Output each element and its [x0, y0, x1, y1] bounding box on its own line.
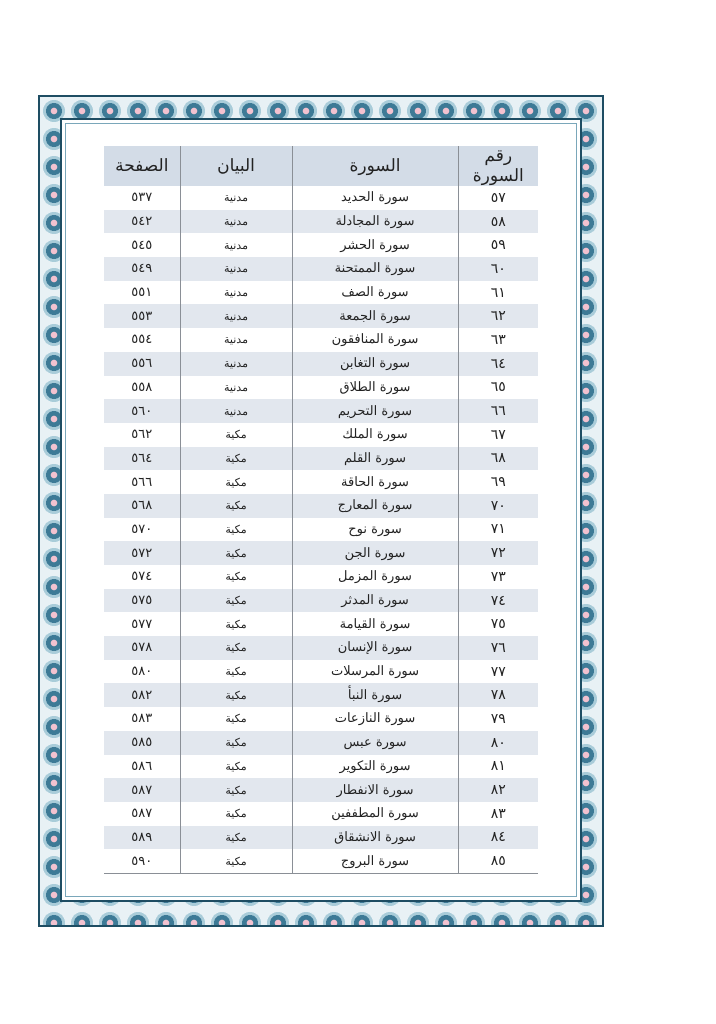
page-number-cell: ٥٦٦	[131, 474, 153, 490]
revelation-type-cell: مكية	[180, 826, 292, 850]
surah-number-cell: ٦٤	[458, 352, 538, 376]
surah-name-cell: سورة المنافقون	[292, 328, 458, 352]
surah-number-cell: ٥٩	[458, 233, 538, 257]
surah-number-cell: ٦٧	[458, 423, 538, 447]
surah-name-cell: سورة الحاقة	[292, 470, 458, 494]
surah-index-table-wrapper	[104, 146, 538, 874]
surah-number-cell: ٧٥	[458, 612, 538, 636]
surah-number-cell: ٧٤	[458, 589, 538, 613]
revelation-type-cell: مكية	[180, 683, 292, 707]
header-surah-number: رقم السورة	[458, 146, 538, 186]
table-row	[104, 376, 538, 400]
page-number-cell: ٥٨٣	[131, 711, 153, 727]
surah-name-cell: سورة النازعات	[292, 707, 458, 731]
surah-number-cell: ٥٨	[458, 210, 538, 234]
page-number-cell: ٥٨٧	[104, 778, 180, 802]
revelation-type-cell: مدنية	[180, 186, 292, 210]
revelation-type-cell: مكية	[180, 849, 292, 873]
page-number-cell: ٥٥١	[131, 285, 153, 301]
table-row	[104, 589, 538, 613]
revelation-type-cell: مكية	[180, 731, 292, 755]
revelation-type-cell: مكية	[180, 660, 292, 684]
surah-name-cell: سورة النبأ	[292, 683, 458, 707]
table-row	[104, 399, 538, 423]
surah-name-cell: سورة المطففين	[292, 802, 458, 826]
surah-name-cell: سورة الجن	[292, 541, 458, 565]
table-row	[104, 257, 538, 281]
header-page-number: الصفحة	[104, 146, 180, 186]
surah-number-cell: ٧٧	[458, 660, 538, 684]
surah-name-cell: سورة التغابن	[292, 352, 458, 376]
header-revelation-type: البيان	[180, 146, 292, 186]
table-row	[104, 352, 538, 376]
page-number-cell: ٥٨٥	[104, 731, 180, 755]
surah-number-cell: ٧٠	[458, 494, 538, 518]
surah-name-cell: سورة الانشقاق	[292, 826, 458, 850]
table-row	[104, 802, 538, 826]
revelation-type-cell: مكية	[180, 565, 292, 589]
table-row	[104, 731, 538, 755]
surah-index-table	[104, 146, 538, 874]
surah-name-cell: سورة الجمعة	[292, 304, 458, 328]
surah-name-cell: سورة المرسلات	[292, 660, 458, 684]
table-row	[104, 849, 538, 873]
revelation-type-cell: مدنية	[180, 399, 292, 423]
table-row	[104, 826, 538, 850]
revelation-type-cell: مكية	[180, 589, 292, 613]
page-number-cell: ٥٩٠	[104, 849, 180, 873]
surah-name-cell: سورة التحريم	[292, 399, 458, 423]
surah-number-cell: ٦٠	[458, 257, 538, 281]
table-row	[104, 636, 538, 660]
surah-number-cell: ٧٩	[458, 707, 538, 731]
page-number-cell: ٥٧٨	[104, 636, 180, 660]
page-number-cell: ٥٥٨	[131, 379, 153, 395]
surah-number-cell: ٦٢	[458, 304, 538, 328]
revelation-type-cell: مدنية	[180, 257, 292, 281]
revelation-type-cell: مدنية	[180, 281, 292, 305]
page-number-cell: ٥٥٦	[104, 352, 180, 376]
revelation-type-cell: مكية	[180, 470, 292, 494]
surah-number-cell: ٦٥	[458, 376, 538, 400]
surah-number-cell: ٧٢	[458, 541, 538, 565]
surah-name-cell: سورة البروج	[292, 849, 458, 873]
revelation-type-cell: مدنية	[180, 328, 292, 352]
revelation-type-cell: مدنية	[180, 352, 292, 376]
surah-name-cell: سورة الحديد	[292, 186, 458, 210]
surah-name-cell: سورة المزمل	[292, 565, 458, 589]
surah-name-cell: سورة المعارج	[292, 494, 458, 518]
table-row	[104, 423, 538, 447]
page-number-cell: ٥٨٩	[104, 826, 180, 850]
revelation-type-cell: مدنية	[180, 210, 292, 234]
surah-number-cell: ٦٩	[458, 470, 538, 494]
page-number-cell: ٥٤٢	[104, 210, 180, 234]
surah-number-cell: ٦٨	[458, 447, 538, 471]
table-row	[104, 494, 538, 518]
revelation-type-cell: مدنية	[180, 233, 292, 257]
surah-number-cell: ٧٦	[458, 636, 538, 660]
table-header-row	[104, 146, 538, 186]
table-row	[104, 612, 538, 636]
page-number-cell: ٥٥٣	[104, 304, 180, 328]
revelation-type-cell: مدنية	[180, 376, 292, 400]
revelation-type-cell: مكية	[180, 778, 292, 802]
surah-name-cell: سورة التكوير	[292, 755, 458, 779]
page-number-cell: ٥٧٧	[131, 616, 153, 632]
surah-name-cell: سورة الملك	[292, 423, 458, 447]
surah-name-cell: سورة القيامة	[292, 612, 458, 636]
revelation-type-cell: مكية	[180, 802, 292, 826]
surah-number-cell: ٦٣	[458, 328, 538, 352]
page-number-cell: ٥٧٥	[104, 589, 180, 613]
page-number-cell: ٥٧٤	[131, 569, 153, 585]
table-row	[104, 470, 538, 494]
surah-number-cell: ٨٥	[458, 849, 538, 873]
table-row	[104, 328, 538, 352]
page-number-cell: ٥٦٤	[104, 447, 180, 471]
surah-number-cell: ٧٨	[458, 683, 538, 707]
surah-number-cell: ٨١	[458, 755, 538, 779]
surah-name-cell: سورة المدثر	[292, 589, 458, 613]
surah-name-cell: سورة الممتحنة	[292, 257, 458, 281]
surah-number-cell: ٧١	[458, 518, 538, 542]
revelation-type-cell: مكية	[180, 612, 292, 636]
surah-number-cell: ٦١	[458, 281, 538, 305]
surah-name-cell: سورة الانفطار	[292, 778, 458, 802]
surah-name-cell: سورة عبس	[292, 731, 458, 755]
surah-number-cell: ٨٣	[458, 802, 538, 826]
table-row	[104, 447, 538, 471]
header-surah-name: السورة	[292, 146, 458, 186]
surah-name-cell: سورة الحشر	[292, 233, 458, 257]
page-number-cell: ٥٥٤	[131, 332, 153, 348]
page-number-cell: ٥٨٢	[104, 683, 180, 707]
table-row	[104, 233, 538, 257]
page-number-cell: ٥٨٠	[131, 664, 153, 680]
table-row	[104, 186, 538, 210]
surah-number-cell: ٥٧	[458, 186, 538, 210]
surah-name-cell: سورة نوح	[292, 518, 458, 542]
table-row	[104, 210, 538, 234]
revelation-type-cell: مكية	[180, 447, 292, 471]
page-number-cell: ٥٤٩	[104, 257, 180, 281]
table-row	[104, 660, 538, 684]
page-number-cell: ٥٧٢	[104, 541, 180, 565]
page-number-cell: ٥٦٨	[104, 494, 180, 518]
revelation-type-cell: مكية	[180, 707, 292, 731]
surah-number-cell: ٦٦	[458, 399, 538, 423]
page-number-cell: ٥٦٠	[104, 399, 180, 423]
revelation-type-cell: مكية	[180, 541, 292, 565]
table-row	[104, 755, 538, 779]
page-number-cell: ٥٤٥	[131, 237, 153, 253]
table-row	[104, 707, 538, 731]
surah-number-cell: ٧٣	[458, 565, 538, 589]
surah-number-cell: ٨٢	[458, 778, 538, 802]
surah-name-cell: سورة الطلاق	[292, 376, 458, 400]
surah-number-cell: ٨٠	[458, 731, 538, 755]
surah-name-cell: سورة الصف	[292, 281, 458, 305]
table-row	[104, 541, 538, 565]
surah-name-cell: سورة المجادلة	[292, 210, 458, 234]
table-row	[104, 518, 538, 542]
table-row	[104, 281, 538, 305]
surah-name-cell: سورة القلم	[292, 447, 458, 471]
table-body	[104, 186, 538, 873]
table-row	[104, 565, 538, 589]
page-number-cell: ٥٣٧	[131, 190, 153, 206]
table-row	[104, 304, 538, 328]
surah-name-cell: سورة الإنسان	[292, 636, 458, 660]
revelation-type-cell: مكية	[180, 755, 292, 779]
page-number-cell: ٥٨٦	[131, 758, 153, 774]
revelation-type-cell: مكية	[180, 518, 292, 542]
table-row	[104, 683, 538, 707]
table-row	[104, 778, 538, 802]
page-number-cell: ٥٨٧	[131, 806, 153, 822]
revelation-type-cell: مكية	[180, 423, 292, 447]
revelation-type-cell: مدنية	[180, 304, 292, 328]
surah-number-cell: ٨٤	[458, 826, 538, 850]
page-number-cell: ٥٧٠	[131, 521, 153, 537]
revelation-type-cell: مكية	[180, 494, 292, 518]
page-number-cell: ٥٦٢	[131, 427, 153, 443]
revelation-type-cell: مكية	[180, 636, 292, 660]
